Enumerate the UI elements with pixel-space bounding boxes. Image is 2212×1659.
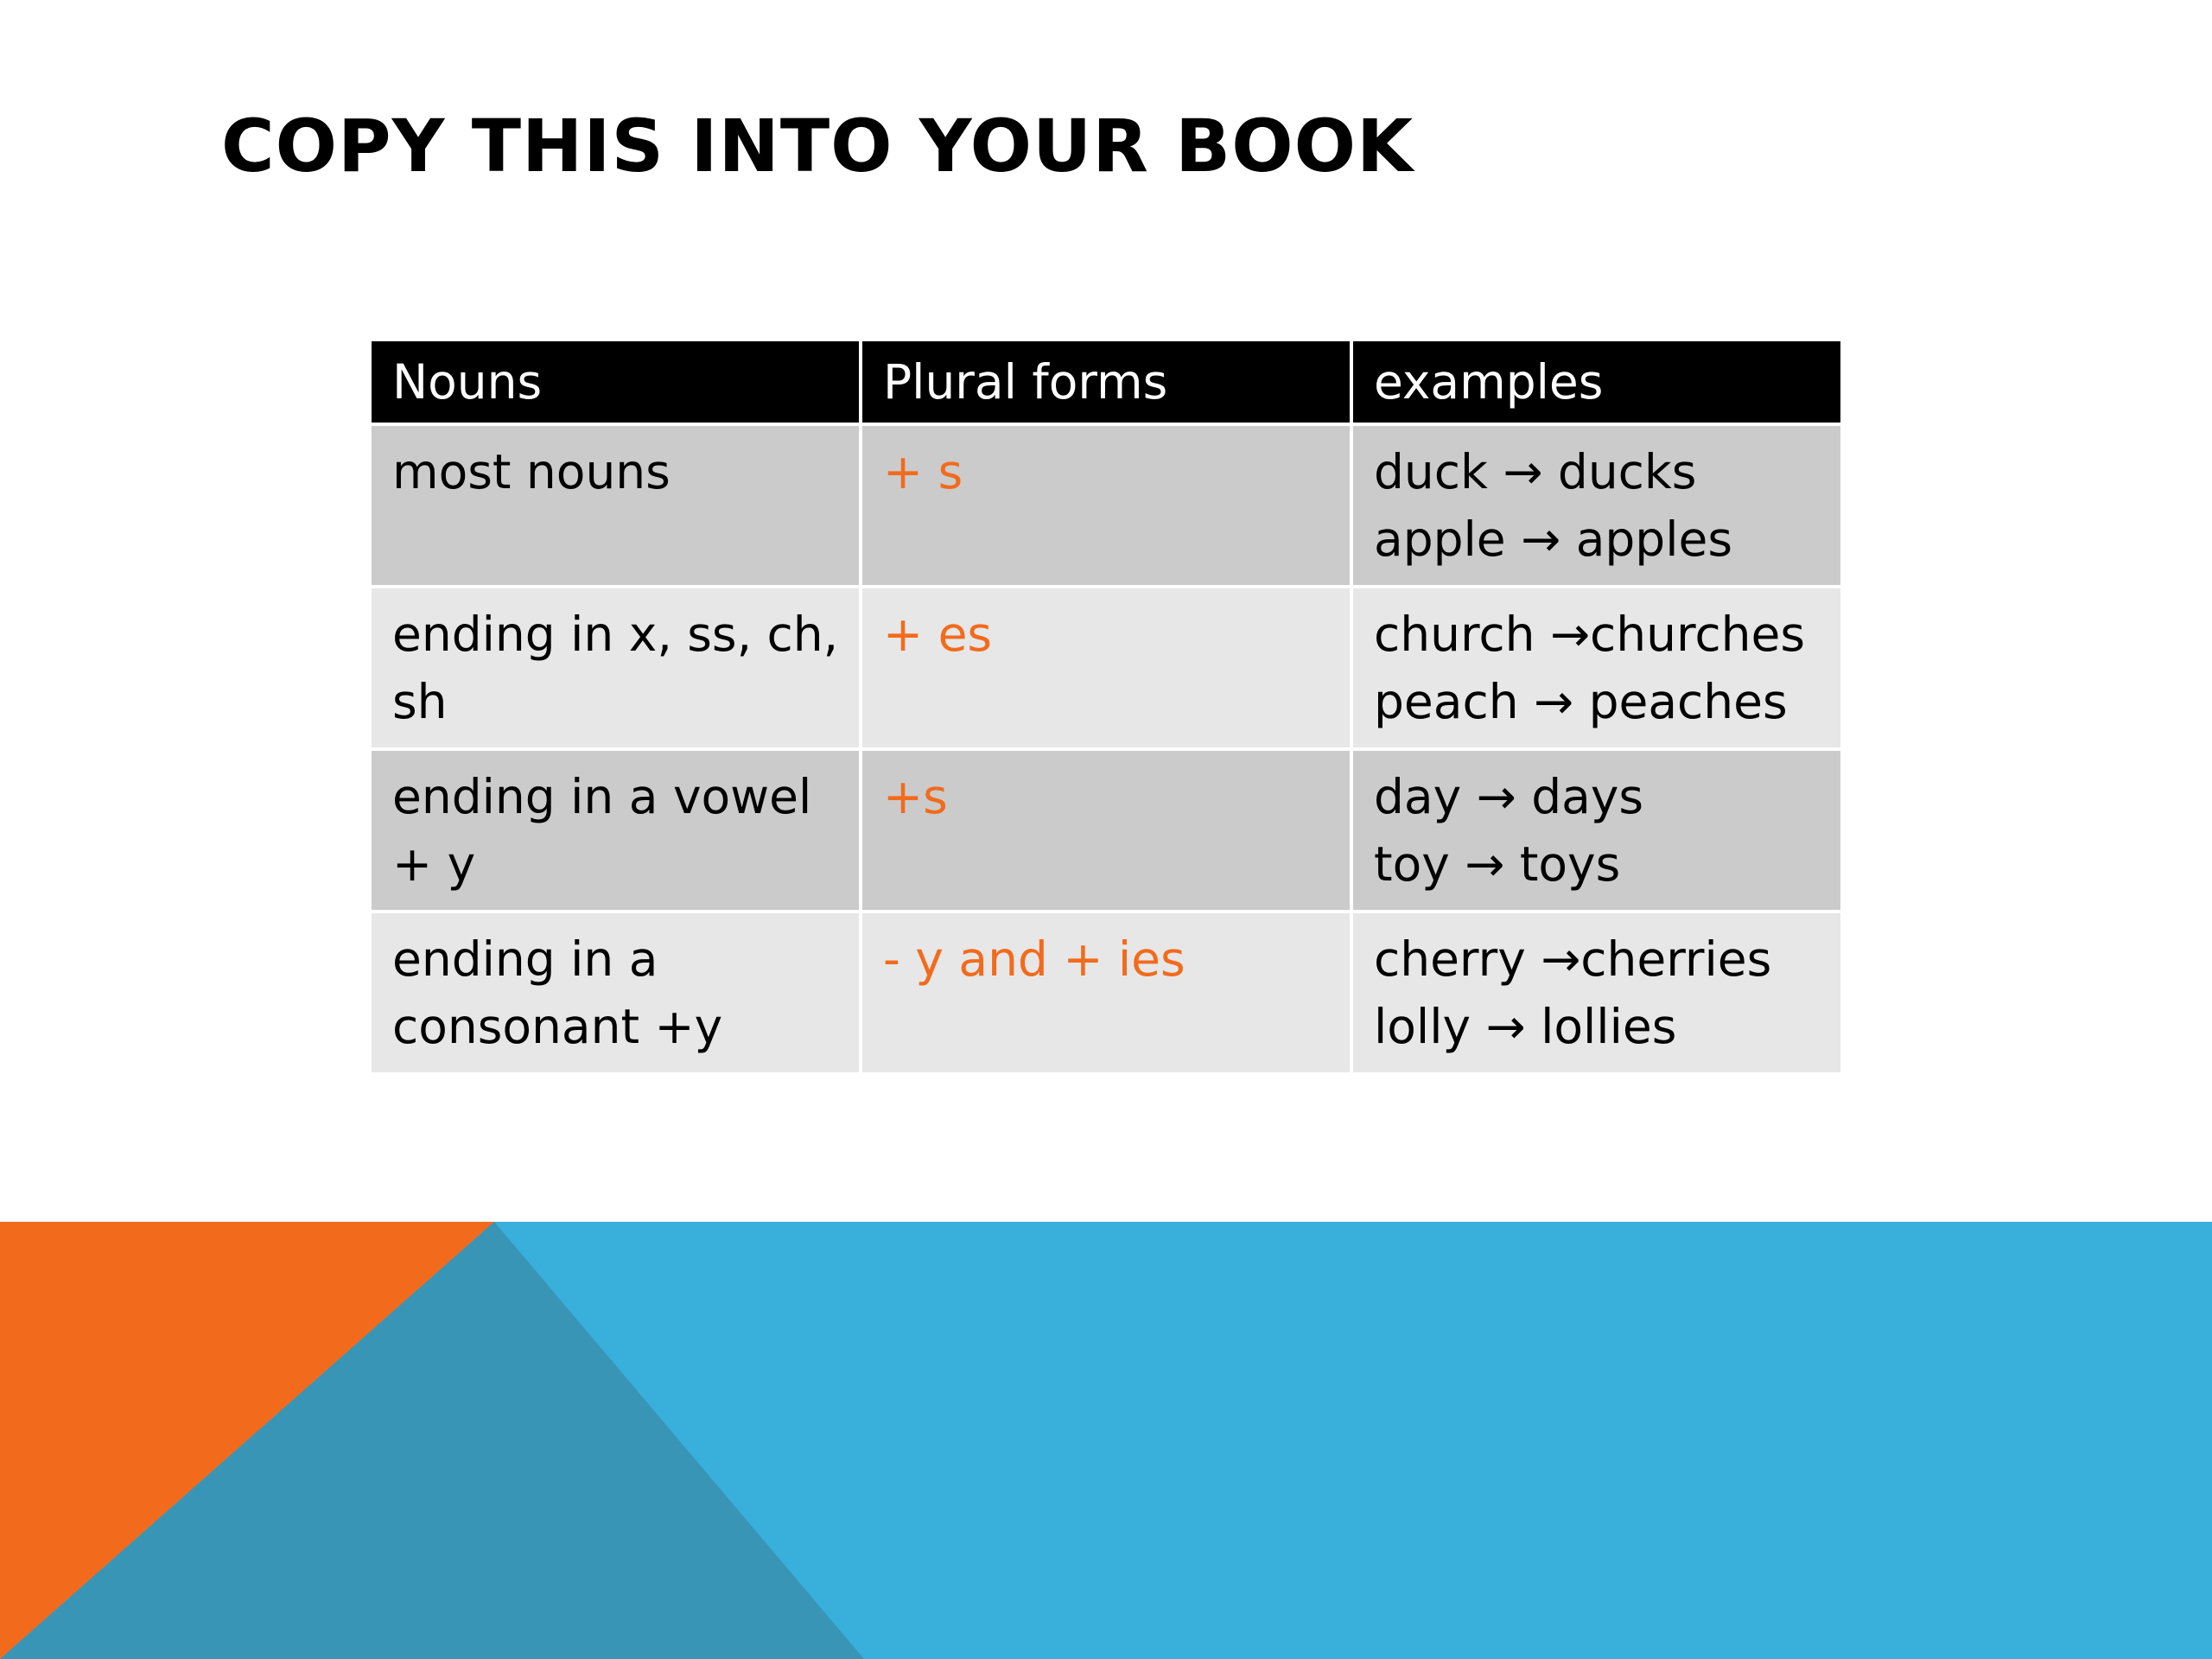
- plural-form-cell: + es: [861, 587, 1351, 749]
- examples-cell: [1351, 587, 1842, 749]
- header-nouns: Nouns: [370, 340, 861, 424]
- footer-decoration: [0, 1222, 2212, 1659]
- table-row: [370, 912, 1842, 1074]
- examples-cell: [1351, 749, 1842, 912]
- example-line: apple → apples: [1374, 512, 1732, 567]
- noun-cell: ending in a vowel + y: [370, 749, 861, 912]
- plural-form-cell: + s: [861, 424, 1351, 587]
- slide-title: COPY THIS INTO YOUR BOOK: [221, 104, 1414, 188]
- plural-rules-table: [368, 338, 1844, 1076]
- noun-cell: ending in x, ss, ch, sh: [370, 587, 861, 749]
- example-line: church →churches: [1374, 607, 1805, 662]
- plural-form-cell: +s: [861, 749, 1351, 912]
- example-line: peach → peaches: [1374, 674, 1788, 729]
- header-plural-forms: Plural forms: [861, 340, 1351, 424]
- noun-cell: most nouns: [370, 424, 861, 587]
- noun-cell: ending in a consonant +y: [370, 912, 861, 1074]
- plural-form-cell: - y and + ies: [861, 912, 1351, 1074]
- example-line: cherry →cherries: [1374, 931, 1772, 987]
- table-row: [370, 424, 1842, 587]
- table-header-row: [370, 340, 1842, 424]
- example-line: lolly → lollies: [1374, 999, 1677, 1054]
- example-line: day → days: [1374, 769, 1644, 824]
- example-line: duck → ducks: [1374, 444, 1697, 499]
- examples-cell: [1351, 912, 1842, 1074]
- table-row: [370, 587, 1842, 749]
- example-line: toy → toys: [1374, 836, 1621, 892]
- table-row: [370, 749, 1842, 912]
- examples-cell: [1351, 424, 1842, 587]
- header-examples: examples: [1351, 340, 1842, 424]
